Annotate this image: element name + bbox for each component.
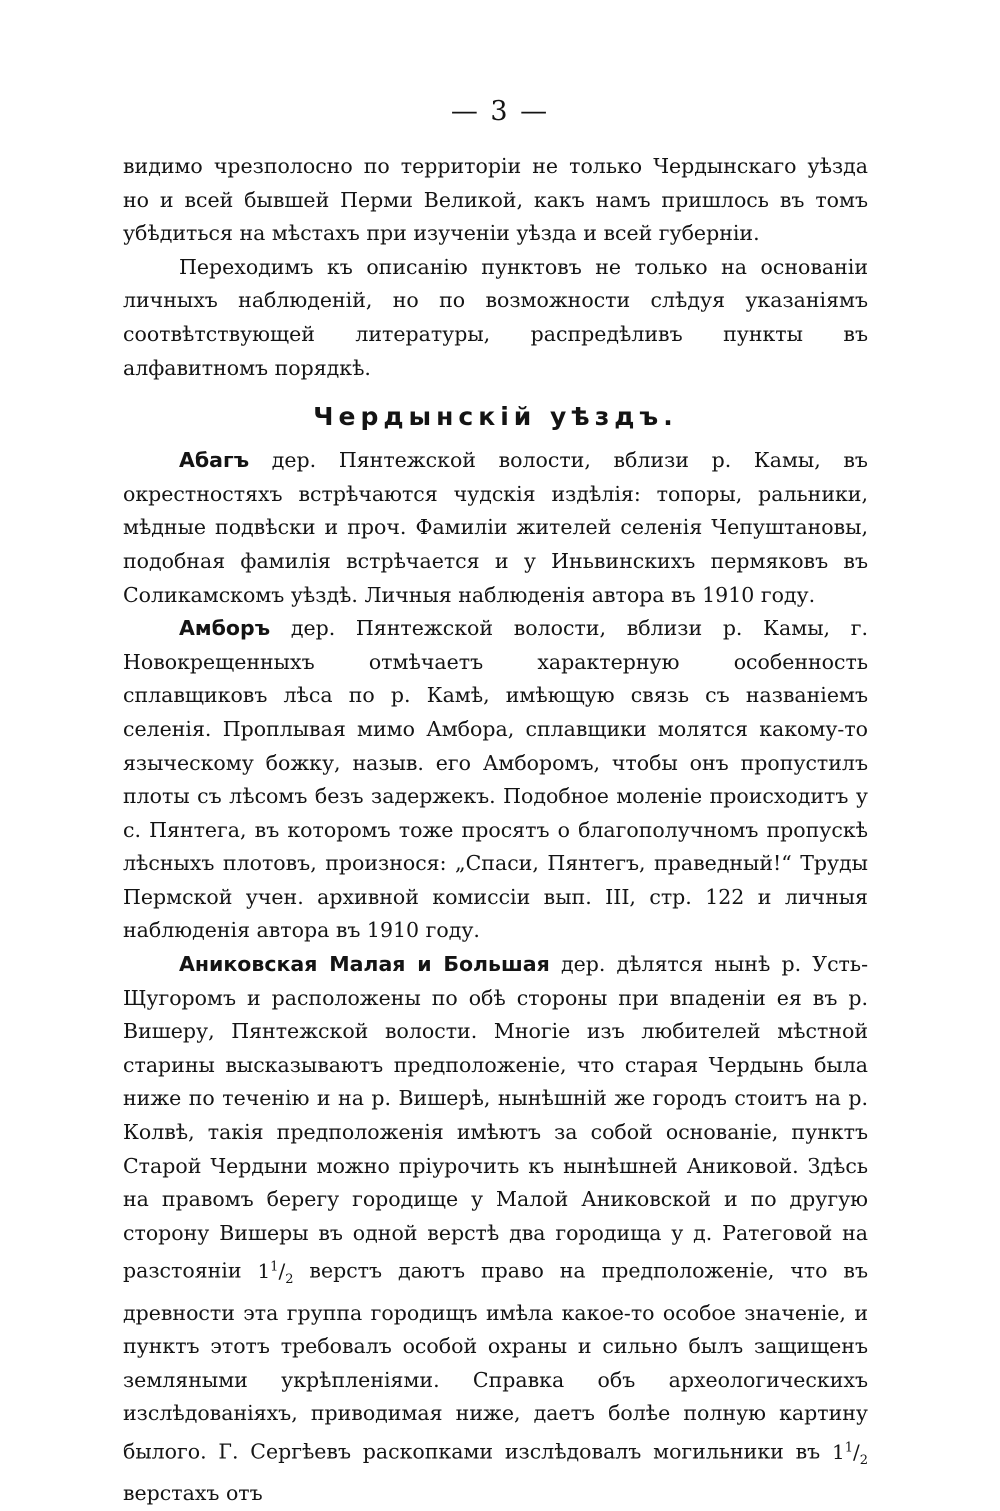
entry-text: верстахъ отъ <box>123 1481 263 1506</box>
section-heading: Чердынскій уѣздъ. <box>313 402 678 432</box>
entry-abag <box>123 444 868 612</box>
entry-term: Амборъ <box>179 616 271 641</box>
page-number: — 3 — <box>450 96 550 127</box>
entry-term: Абагъ <box>179 448 250 473</box>
entry-term: Аниковская Малая и Большая <box>179 952 550 977</box>
entry-text: дер. Пянтежской волости, вблизи р. Камы, въ окрестностяхъ встрѣчаются чудскія издѣлія: топоры, ральники, мѣдные подвѣски и проч. Фамиліи жителей селенія Чепуштановы, подобная фамилія встрѣчается и у Иньвинскихъ пермяковъ въ Соликамскомъ уѣздѣ. Личныя наблюденія автора въ 1910 году. <box>123 448 868 607</box>
fraction-one-and-half: $1^1/_2$ <box>257 1259 294 1288</box>
entry-text: дер. дѣлятся нынѣ р. Усть-Щугоромъ и расположены по обѣ стороны при впаденіи ея въ р. Вишеру, Пянтежской волости. Многіе изъ любителей мѣстной старины высказываютъ предположеніе, что старая Чердынь была ниже по теченію и на р. Вишерѣ, нынѣшній же городъ стоитъ на р. Колвѣ, такія предположенія имѣютъ за собой основаніе, пунктъ Старой Чердыни можно пріурочить къ нынѣшней Аниковой. Здѣсь на правомъ берегу городище у Малой Аниковской и по другую сторону Вишеры въ одной верстѣ два городища у д. Ратеговой на разстояніи <box>123 952 868 1284</box>
entry-text: верстъ даютъ право на предположеніе, что въ древности эта группа городищъ имѣла какое-то особое значеніе, и пунктъ этотъ требовалъ особой охраны и сильно былъ защищенъ земляными укрѣпленіями. Справка объ археологическихъ изслѣдованіяхъ, приводимая ниже, даетъ болѣе полную картину былого. Г. Сергѣевъ раскопками изслѣдовалъ могильники въ <box>123 1259 868 1464</box>
intro-paragraph-continued: видимо чрезполосно по территоріи не только Чердынскаго уѣзда но и всей бывшей Перми Великой, какъ намъ пришлось въ томъ убѣдиться на мѣстахъ при изученіи уѣзда и всей губерніи. <box>123 154 868 246</box>
entry-anikovskaya <box>123 948 868 1511</box>
page-body <box>123 150 868 1511</box>
fraction-one-and-half: $1^1/_2$ <box>831 1439 868 1468</box>
intro-paragraph: Переходимъ къ описанію пунктовъ не только на основаніи личныхъ наблюденій, но по возможности слѣдуя указаніямъ соотвѣтствующей литературы, распредѣливъ пункты въ алфавитномъ порядкѣ. <box>123 254 868 380</box>
entry-ambor <box>123 612 868 948</box>
entry-text: дер. Пянтежской волости, вблизи р. Камы, г. Новокрещенныхъ отмѣчаетъ характерную особенность сплавщиковъ лѣса по р. Камѣ, имѣющую связь съ названіемъ селенія. Проплывая мимо Амбора, сплавщики молятся какому-то языческому божку, назыв. его Амборомъ, чтобы онъ пропустилъ плоты съ лѣсомъ безъ задержекъ. Подобное моленіе происходитъ у с. Пянтега, въ которомъ тоже просятъ о благополучномъ пропускѣ лѣсныхъ плотовъ, произнося: „Спаси, Пянтегъ, праведный!“ Труды Пермской учен. архивной комиссіи вып. III, стр. 122 и личныя наблюденія автора въ 1910 году. <box>123 616 868 943</box>
